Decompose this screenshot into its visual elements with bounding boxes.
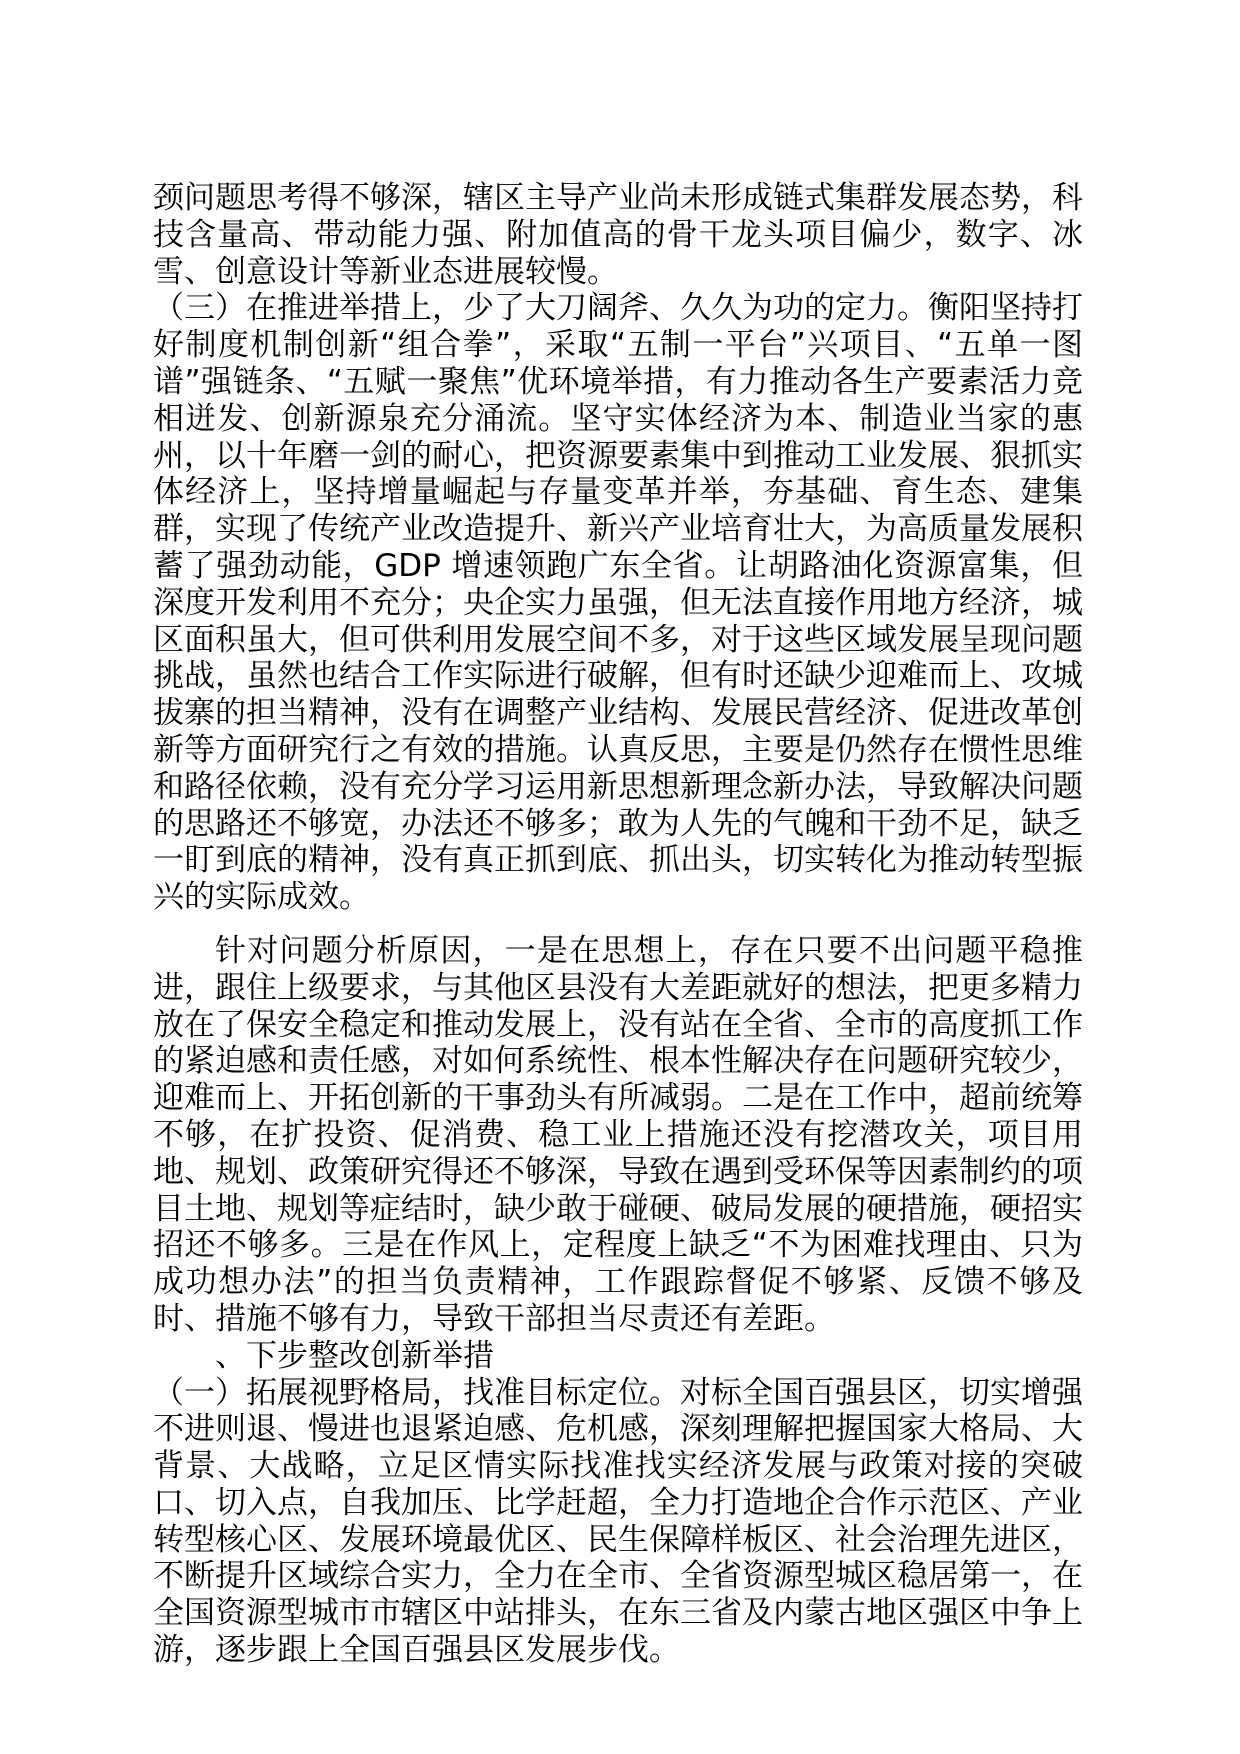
document-body: [153, 180, 1083, 1669]
section-heading-next-steps: 、下步整改创新举措: [215, 1337, 494, 1374]
paragraph-continuation: 颈问题思考得不够深，辖区主导产业尚未形成链式集群发展态势，科技含量高、带动能力强、附加值高的骨干龙头项目偏少，数字、冰雪、创意设计等新业态进展较慢。: [153, 180, 1083, 290]
paragraph-measure-one: （一）拓展视野格局，找准目标定位。对标全国百强县区，切实增强不进则退、慢进也退紧迫感、危机感，深刻理解把握国家大格局、大背景、大战略，立足区情实际找准找实经济发展与政策对接的突破口、切入点，自我加压、比学赶超，全力打造地企合作示范区、产业转型核心区、发展环境最优区、民生保障样板区、社会治理先进区，不断提升区域综合实力，全力在全市、全省资源型城区稳居第一，在全国资源型城市市辖区中站排头，在东三省及内蒙古地区强区中争上游，逐步跟上全国百强县区发展步伐。: [153, 1374, 1083, 1669]
paragraph-cause-analysis: 针对问题分析原因，一是在思想上，存在只要不出问题平稳推进，跟住上级要求，与其他区县没有大差距就好的想法，把更多精力放在了保安全稳定和推动发展上，没有站在全省、全市的高度抓工作的紧迫感和责任感，对如何系统性、根本性解决存在问题研究较少，迎难而上、开拓创新的干事劲头有所减弱。二是在工作中，超前统筹不够，在扩投资、促消费、稳工业上措施还没有挖潜攻关，项目用地、规划、政策研究得还不够深，导致在遇到受环保等因素制约的项目土地、规划等症结时，缺少敢于碰硬、破局发展的硬措施，硬招实招还不够多。三是在作风上，定程度上缺乏“不为困难找理由、只为成功想办法”的担当负责精神，工作跟踪督促不够紧、反馈不够及时、措施不够有力，导致干部担当尽责还有差距。: [153, 932, 1083, 1337]
paragraph-section-three: （三）在推进举措上，少了大刀阔斧、久久为功的定力。衡阳坚持打好制度机制创新“组合拳”，采取“五制一平台”兴项目、“五单一图谱”强链条、“五赋一聚焦”优环境举措，有力推动各生产要素活力竞相迸发、创新源泉充分涌流。坚守实体经济为本、制造业当家的惠州，以十年磨一剑的耐心，把资源要素集中到推动工业发展、狠抓实体经济上，坚持增量崛起与存量变革并举，夯基础、育生态、建集群，实现了传统产业改造提升、新兴产业培育壮大，为高质量发展积蓄了强劲动能，GDP 增速领跑广东全省。让胡路油化资源富集，但深度开发利用不充分；央企实力虽强，但无法直接作用地方经济，城区面积虽大，但可供利用发展空间不多，对于这些区域发展呈现问题挑战，虽然也结合工作实际进行破解，但有时还缺少迎难而上、攻城拔寨的担当精神，没有在调整产业结构、发展民营经济、促进改革创新等方面研究行之有效的措施。认真反思，主要是仍然存在惯性思维和路径依赖，没有充分学习运用新思想新理念新办法，导致解决问题的思路还不够宽，办法还不够多；敢为人先的气魄和干劲不足，缺乏一盯到底的精神，没有真正抓到底、抓出头，切实转化为推动转型振兴的实际成效。: [153, 290, 1083, 916]
